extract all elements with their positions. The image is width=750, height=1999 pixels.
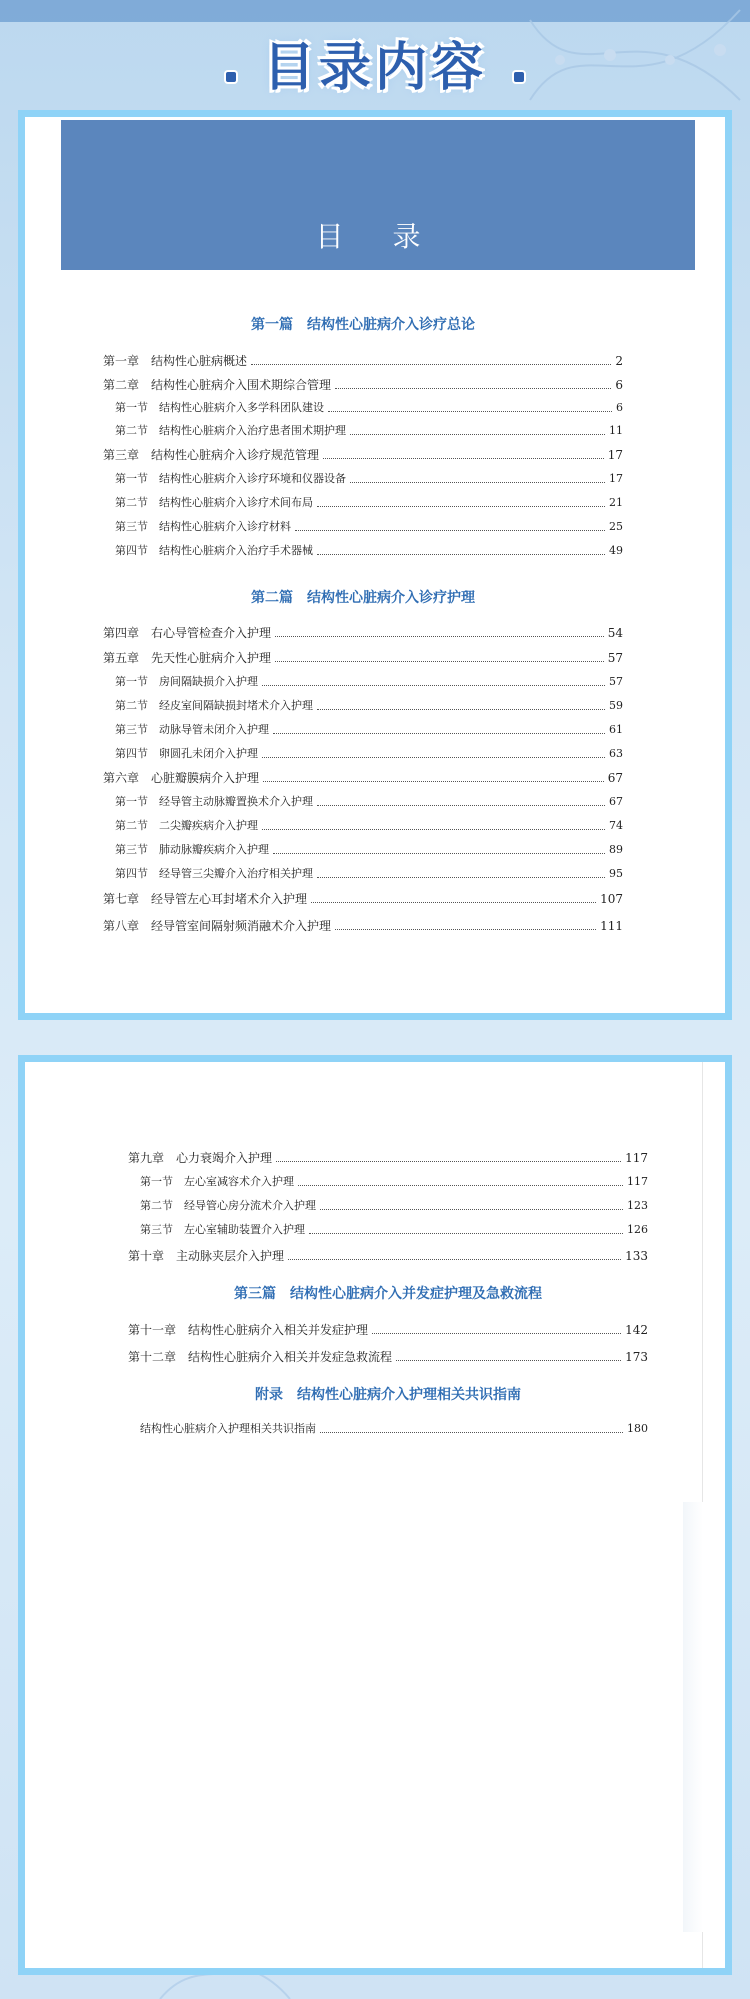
dot-leader — [311, 902, 596, 903]
toc-page-number: 67 — [607, 771, 623, 785]
page-edge-shadow — [683, 1502, 703, 1932]
toc-chapter-row[interactable] — [103, 648, 623, 666]
toc-page-number: 63 — [609, 747, 623, 760]
toc-label: 第四节 结构性心脏病介入治疗手术器械 — [115, 544, 313, 557]
toc-label: 第四节 经导管三尖瓣介入治疗相关护理 — [115, 867, 313, 880]
dot-leader — [372, 1333, 621, 1334]
toc-label: 第五章 先天性心脏病介入护理 — [103, 651, 272, 665]
toc-chapter-row[interactable] — [128, 1347, 648, 1365]
header-dot-left — [226, 72, 236, 82]
dot-leader — [251, 364, 611, 365]
toc-label: 第一章 结构性心脏病概述 — [103, 354, 248, 368]
dot-leader — [335, 388, 611, 389]
toc-section-row[interactable] — [103, 792, 623, 810]
toc-chapter-row[interactable] — [128, 1148, 648, 1166]
toc-label: 结构性心脏病介入护理相关共识指南 — [140, 1422, 316, 1435]
toc-label: 第九章 心力衰竭介入护理 — [128, 1151, 273, 1165]
toc-page-number: 54 — [607, 626, 623, 640]
toc-label: 第十一章 结构性心脏病介入相关并发症护理 — [128, 1323, 369, 1337]
toc-page-number: 6 — [615, 378, 623, 392]
dot-leader — [350, 434, 605, 435]
toc-section-row[interactable] — [103, 421, 623, 439]
dot-leader — [320, 1209, 623, 1210]
dot-leader — [295, 530, 605, 531]
toc-label: 第十二章 结构性心脏病介入相关并发症急救流程 — [128, 1350, 393, 1364]
dot-leader — [320, 1432, 623, 1433]
toc-label: 第一节 房间隔缺损介入护理 — [115, 675, 258, 688]
toc-page-number: 17 — [609, 472, 623, 485]
dot-leader — [262, 829, 605, 830]
toc-label: 第一节 经导管主动脉瓣置换术介入护理 — [115, 795, 313, 808]
toc-label: 第一节 结构性心脏病介入诊疗环境和仪器设备 — [115, 472, 346, 485]
toc-section-row[interactable] — [128, 1196, 648, 1214]
toc-label: 第二节 结构性心脏病介入诊疗术间布局 — [115, 496, 313, 509]
dot-leader — [317, 506, 605, 507]
toc-chapter-row[interactable] — [103, 445, 623, 463]
page-title: 目录内容 — [262, 38, 487, 98]
toc-page-number: 25 — [609, 520, 623, 533]
toc-page-number: 111 — [600, 919, 623, 933]
toc-page-number: 49 — [609, 544, 623, 557]
toc-list-1 — [103, 117, 623, 1017]
dot-leader — [317, 709, 605, 710]
dot-leader — [317, 805, 605, 806]
toc-chapter-row[interactable] — [103, 916, 623, 934]
toc-section-row[interactable] — [103, 541, 623, 559]
toc-page-number: 89 — [609, 843, 623, 856]
dot-leader — [275, 661, 604, 662]
toc-page-number: 57 — [607, 651, 623, 665]
page-header — [0, 28, 750, 108]
toc-chapter-row[interactable] — [103, 375, 623, 393]
dot-leader — [276, 1161, 621, 1162]
toc-label: 第三节 左心室辅助装置介入护理 — [140, 1223, 305, 1236]
toc-page-number: 126 — [627, 1223, 648, 1236]
toc-label: 第二节 经导管心房分流术介入护理 — [140, 1199, 316, 1212]
dot-leader — [328, 411, 612, 412]
toc-label: 第二章 结构性心脏病介入围术期综合管理 — [103, 378, 332, 392]
toc-chapter-row[interactable] — [103, 768, 623, 786]
toc-page-number: 17 — [607, 448, 623, 462]
toc-page-number: 117 — [625, 1151, 648, 1165]
toc-label: 第四节 卵圆孔未闭介入护理 — [115, 747, 258, 760]
toc-page-number: 173 — [625, 1350, 648, 1364]
toc-label: 第二节 结构性心脏病介入治疗患者围术期护理 — [115, 424, 346, 437]
toc-appendix-row[interactable] — [128, 1419, 648, 1437]
toc-section-row[interactable] — [103, 398, 623, 416]
part-heading: 第三篇 结构性心脏病介入并发症护理及急救流程 — [234, 1286, 542, 1302]
dot-leader — [288, 1259, 621, 1260]
dot-leader — [350, 482, 605, 483]
part-heading: 第二篇 结构性心脏病介入诊疗护理 — [251, 590, 475, 606]
toc-section-row[interactable] — [128, 1172, 648, 1190]
toc-section-row[interactable] — [103, 840, 623, 858]
toc-section-row[interactable] — [103, 672, 623, 690]
toc-section-row[interactable] — [128, 1220, 648, 1238]
toc-page-number: 61 — [609, 723, 623, 736]
dot-leader — [262, 685, 605, 686]
toc-label: 第三节 结构性心脏病介入诊疗材料 — [115, 520, 291, 533]
toc-label: 第十章 主动脉夹层介入护理 — [128, 1249, 285, 1263]
dot-leader — [317, 877, 605, 878]
top-decor-bar — [0, 0, 750, 22]
toc-label: 第三节 动脉导管未闭介入护理 — [115, 723, 269, 736]
part-heading: 第一篇 结构性心脏病介入诊疗总论 — [251, 317, 475, 333]
toc-page-number: 123 — [627, 1199, 648, 1212]
toc-label: 第六章 心脏瓣膜病介入护理 — [103, 771, 260, 785]
toc-section-row[interactable] — [103, 696, 623, 714]
toc-chapter-row[interactable] — [103, 889, 623, 907]
dot-leader — [275, 636, 604, 637]
header-dot-right — [514, 72, 524, 82]
toc-chapter-row[interactable] — [128, 1320, 648, 1338]
dot-leader — [309, 1233, 623, 1234]
part-heading: 附录 结构性心脏病介入护理相关共识指南 — [255, 1387, 521, 1403]
toc-label: 第七章 经导管左心耳封堵术介入护理 — [103, 892, 308, 906]
toc-page-number: 74 — [609, 819, 623, 832]
dot-leader — [317, 554, 605, 555]
toc-heading: 目 录 — [315, 220, 441, 253]
toc-chapter-row[interactable] — [128, 1246, 648, 1264]
dot-leader — [273, 733, 605, 734]
toc-label: 第八章 经导管室间隔射频消融术介入护理 — [103, 919, 332, 933]
toc-chapter-row[interactable] — [103, 623, 623, 641]
dot-leader — [262, 757, 605, 758]
toc-label: 第四章 右心导管检查介入护理 — [103, 626, 272, 640]
toc-page-1 — [18, 110, 732, 1020]
toc-label: 第三节 肺动脉瓣疾病介入护理 — [115, 843, 269, 856]
toc-page-number: 117 — [627, 1175, 648, 1188]
toc-page-number: 180 — [627, 1422, 648, 1435]
dot-leader — [263, 781, 604, 782]
toc-page-number: 107 — [600, 892, 623, 906]
toc-page-number: 11 — [609, 424, 623, 437]
dot-leader — [298, 1185, 623, 1186]
dot-leader — [396, 1360, 621, 1361]
toc-label: 第二节 经皮室间隔缺损封堵术介入护理 — [115, 699, 313, 712]
toc-page-number: 142 — [625, 1323, 648, 1337]
toc-page-number: 59 — [609, 699, 623, 712]
toc-section-row[interactable] — [103, 816, 623, 834]
toc-section-row[interactable] — [103, 493, 623, 511]
toc-label: 第二节 二尖瓣疾病介入护理 — [115, 819, 258, 832]
toc-label: 第一节 结构性心脏病介入多学科团队建设 — [115, 401, 324, 414]
toc-section-row[interactable] — [103, 469, 623, 487]
dot-leader — [335, 929, 596, 930]
dot-leader — [323, 458, 604, 459]
toc-section-row[interactable] — [103, 864, 623, 882]
toc-page-number: 6 — [616, 401, 623, 414]
toc-section-row[interactable] — [103, 517, 623, 535]
toc-page-number: 95 — [609, 867, 623, 880]
toc-page-number: 57 — [609, 675, 623, 688]
toc-page-number: 2 — [615, 354, 623, 368]
toc-section-row[interactable] — [103, 720, 623, 738]
toc-page-number: 21 — [609, 496, 623, 509]
toc-label: 第三章 结构性心脏病介入诊疗规范管理 — [103, 448, 320, 462]
toc-label: 第一节 左心室减容术介入护理 — [140, 1175, 294, 1188]
toc-page-number: 67 — [609, 795, 623, 808]
toc-page-number: 133 — [625, 1249, 648, 1263]
dot-leader — [273, 853, 605, 854]
toc-section-row[interactable] — [103, 744, 623, 762]
toc-list-2 — [128, 1062, 648, 1962]
toc-chapter-row[interactable] — [103, 351, 623, 369]
toc-page-2 — [18, 1055, 732, 1975]
